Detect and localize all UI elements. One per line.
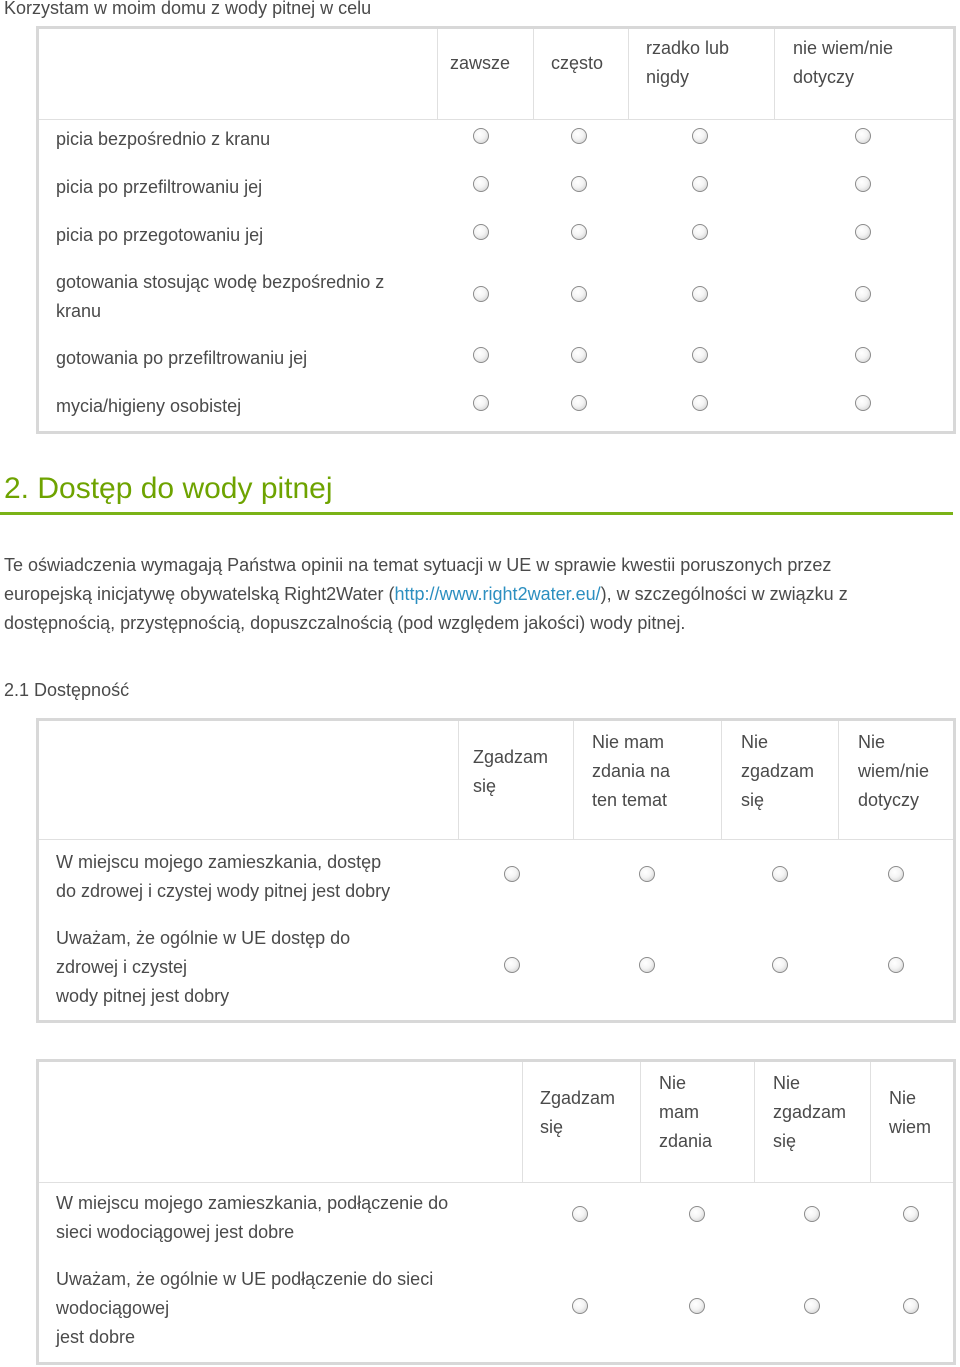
radio-drinking-tap-rarely[interactable] [692, 128, 708, 144]
radio-eu-connection-dont-know[interactable] [903, 1298, 919, 1314]
column-header-agree: Zgadzam się [473, 747, 549, 796]
column-header-no-opinion: Nie mam zdania [659, 1073, 713, 1151]
radio-drinking-boiled-rarely[interactable] [692, 224, 708, 240]
radio-local-connection-disagree[interactable] [804, 1206, 820, 1222]
radio-eu-access-dont-know[interactable] [888, 957, 904, 973]
column-header-rarely-never: rzadko lub nigdy [646, 38, 730, 87]
radio-cooking-tap-often[interactable] [571, 286, 587, 302]
radio-hygiene-often[interactable] [571, 395, 587, 411]
row-label-eu-access: Uważam, że ogólnie w UE dostęp do zdrowej i czystej wody pitnej jest dobry [56, 928, 351, 1006]
radio-drinking-filtered-often[interactable] [571, 176, 587, 192]
radio-drinking-boiled-dont-know[interactable] [855, 224, 871, 240]
radio-drinking-tap-always[interactable] [473, 128, 489, 144]
radio-local-connection-no-opinion[interactable] [689, 1206, 705, 1222]
radio-eu-connection-agree[interactable] [572, 1298, 588, 1314]
row-label-drinking-tap: picia bezpośrednio z kranu [56, 129, 271, 149]
table1-title: Korzystam w moim domu z wody pitnej w celu [4, 0, 372, 18]
section-heading: 2. Dostęp do wody pitnej [4, 472, 333, 505]
row-label-cooking-filtered: gotowania po przefiltrowaniu jej [56, 348, 308, 368]
radio-eu-access-disagree[interactable] [772, 957, 788, 973]
row-label-drinking-boiled: picia po przegotowaniu jej [56, 225, 264, 245]
column-header-dont-know: Nie wiem/nie dotyczy [858, 732, 930, 810]
row-label-hygiene: mycia/higieny osobistej [56, 396, 242, 416]
radio-drinking-boiled-often[interactable] [571, 224, 587, 240]
radio-eu-access-agree[interactable] [504, 957, 520, 973]
row-label-cooking-tap: gotowania stosując wodę bezpośrednio z kranu [56, 272, 385, 321]
radio-cooking-tap-dont-know[interactable] [855, 286, 871, 302]
radio-local-access-no-opinion[interactable] [639, 866, 655, 882]
radio-hygiene-rarely[interactable] [692, 395, 708, 411]
right2water-link[interactable]: http://www.right2water.eu/ [394, 584, 601, 604]
radio-local-access-agree[interactable] [504, 866, 520, 882]
radio-cooking-filtered-dont-know[interactable] [855, 347, 871, 363]
column-header-dont-know: nie wiem/nie dotyczy [793, 38, 894, 87]
radio-eu-access-no-opinion[interactable] [639, 957, 655, 973]
radio-drinking-filtered-dont-know[interactable] [855, 176, 871, 192]
radio-drinking-tap-often[interactable] [571, 128, 587, 144]
column-header-dont-know: Nie wiem [889, 1088, 932, 1137]
intro-paragraph: Te oświadczenia wymagają Państwa opinii na temat sytuacji w UE w sprawie kwestii poruszonych przez europejską inicjatywę obywatelską Right2Water (http://www.right2water.eu/), w szczególności w związku z dostępnością, przystępnością, dopuszczalnością (pod względem jakości) wody pitnej. [4, 555, 848, 633]
radio-cooking-tap-always[interactable] [473, 286, 489, 302]
radio-cooking-tap-rarely[interactable] [692, 286, 708, 302]
radio-cooking-filtered-rarely[interactable] [692, 347, 708, 363]
radio-local-connection-dont-know[interactable] [903, 1206, 919, 1222]
subsection-title: 2.1 Dostępność [4, 680, 130, 700]
heading-divider [0, 512, 953, 515]
column-header-disagree: Nie zgadzam się [773, 1073, 847, 1151]
column-header-disagree: Nie zgadzam się [741, 732, 815, 810]
column-header-agree: Zgadzam się [540, 1088, 616, 1137]
radio-drinking-filtered-rarely[interactable] [692, 176, 708, 192]
column-header-no-opinion: Nie mam zdania na ten temat [592, 732, 671, 810]
radio-cooking-filtered-often[interactable] [571, 347, 587, 363]
row-label-local-access: W miejscu mojego zamieszkania, dostęp do zdrowej i czystej wody pitnej jest dobry [56, 852, 391, 901]
radio-hygiene-always[interactable] [473, 395, 489, 411]
radio-drinking-boiled-always[interactable] [473, 224, 489, 240]
radio-drinking-filtered-always[interactable] [473, 176, 489, 192]
column-header-often: często [551, 53, 604, 73]
radio-eu-connection-disagree[interactable] [804, 1298, 820, 1314]
row-label-local-connection: W miejscu mojego zamieszkania, podłączenie do sieci wodociągowej jest dobre [56, 1193, 449, 1242]
radio-cooking-filtered-always[interactable] [473, 347, 489, 363]
radio-eu-connection-no-opinion[interactable] [689, 1298, 705, 1314]
row-label-eu-connection: Uważam, że ogólnie w UE podłączenie do sieci wodociągowej jest dobre [56, 1269, 434, 1347]
column-header-always: zawsze [450, 53, 511, 73]
radio-hygiene-dont-know[interactable] [855, 395, 871, 411]
row-label-drinking-filtered: picia po przefiltrowaniu jej [56, 177, 263, 197]
radio-local-access-dont-know[interactable] [888, 866, 904, 882]
radio-drinking-tap-dont-know[interactable] [855, 128, 871, 144]
radio-local-connection-agree[interactable] [572, 1206, 588, 1222]
radio-local-access-disagree[interactable] [772, 866, 788, 882]
